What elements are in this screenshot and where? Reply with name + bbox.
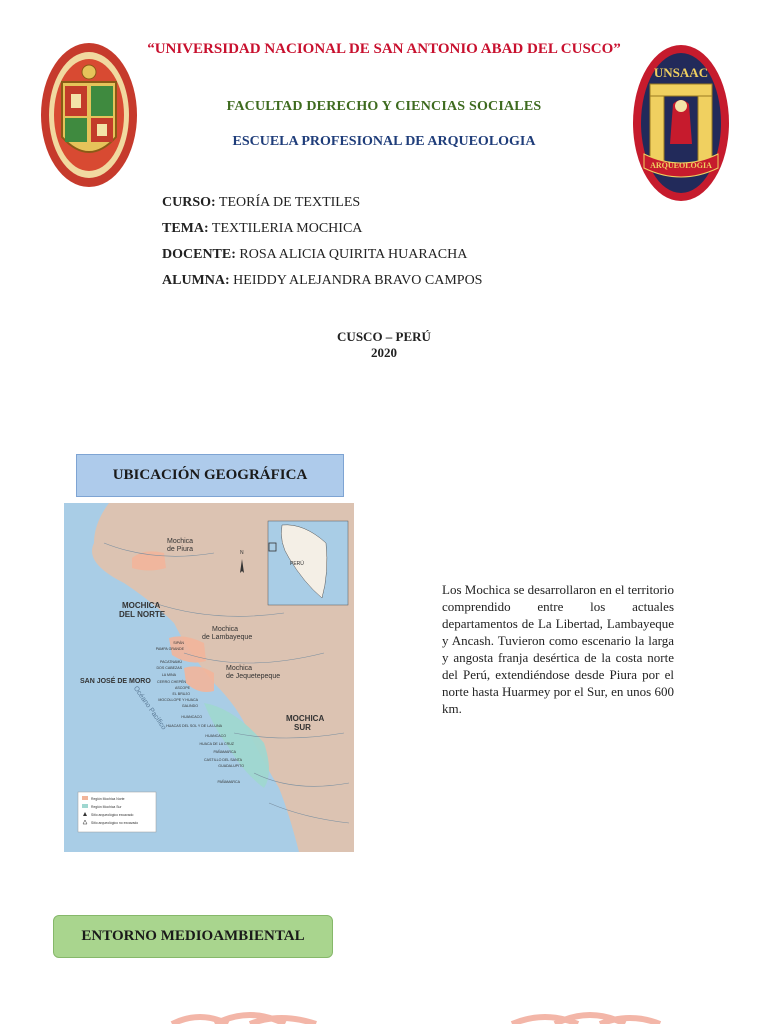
site-label: DOS CABEZAS — [156, 666, 182, 670]
unsaac-logo-text: UNSAAC — [653, 65, 709, 80]
site-label: HUANCACO — [205, 734, 226, 738]
university-name: “UNIVERSIDAD NACIONAL DE SAN ANTONIO ABAD DEL CUSCO” — [147, 41, 621, 57]
ocean-label: Océano Pacífico — [131, 685, 168, 732]
environment-section-title: ENTORNO MEDIOAMBIENTAL — [53, 915, 333, 958]
topic-line — [162, 221, 362, 237]
teacher-label: DOCENTE: — [162, 247, 236, 262]
course-value: TEORÍA DE TEXTILES — [215, 195, 361, 210]
legend-item: Sitio arqueológico excavado — [91, 813, 134, 817]
site-label: HUANCACO — [181, 715, 202, 719]
site-label: PAÑAMARCA — [213, 750, 236, 754]
piura-label-2: de Piura — [167, 546, 194, 553]
place-date — [0, 329, 768, 361]
lambayeque-label-1: Mochica — [212, 626, 239, 633]
legend-item: Región Mochica Sur — [91, 805, 122, 809]
legend-item: Sitio arqueológico no excavado — [91, 821, 139, 825]
legend-item: Región Mochica Norte — [91, 797, 125, 801]
location-section-title: UBICACIÓN GEOGRÁFICA — [76, 454, 344, 497]
site-label: CERRO CHEPÉN — [157, 680, 186, 684]
site-label: ASCOPE — [175, 686, 190, 690]
site-label: LA MINA — [161, 673, 176, 677]
site-label: HUACA DE LA CRUZ — [199, 742, 234, 746]
student-line — [162, 273, 482, 289]
norte-label-1: MOCHICA — [122, 601, 161, 610]
site-label: HUACAS DEL SOL Y DE LA LUNA — [166, 724, 222, 728]
site-label: GUADALUPITO — [218, 764, 244, 768]
faculty-name: FACULTAD DERECHO Y CIENCIAS SOCIALES — [226, 99, 542, 114]
inset-label: PERÚ — [290, 561, 304, 567]
sur-label-1: MOCHICA — [286, 714, 325, 723]
teacher-line — [162, 247, 467, 263]
teacher-value: ROSA ALICIA QUIRITA HUARACHA — [235, 247, 468, 262]
site-label: PAÑAMARCA — [217, 780, 240, 784]
mochica-region-map — [64, 503, 354, 852]
site-label: CASTILLO DEL SANTA — [204, 758, 242, 762]
sur-label-2: SUR — [294, 723, 311, 732]
site-label: MOCOLLOPE Y HUACA — [158, 698, 198, 702]
year: 2020 — [371, 345, 397, 360]
school-name: ESCUELA PROFESIONAL DE ARQUEOLOGIA — [232, 134, 536, 149]
unsaac-archaeology-logo — [632, 44, 730, 202]
logo-banner-text: ARQUEOLOGIA — [650, 161, 712, 170]
jequetepeque-label-2: de Jequetepeque — [226, 673, 281, 680]
lambayeque-label-2: de Lambayeque — [202, 634, 253, 641]
topic-value: TEXTILERIA MOCHICA — [208, 221, 363, 236]
site-label: GALINDO — [181, 704, 198, 708]
course-label: CURSO: — [162, 195, 216, 210]
site-label: PACATNAMÚ — [159, 660, 182, 664]
site-label: PAMPA GRANDE — [155, 647, 184, 651]
norte-label-2: DEL NORTE — [119, 610, 166, 619]
course-line — [162, 195, 360, 211]
location-description: Los Mochica se desarrollaron en el territorio comprendido entre los actuales departamentos de La Libertad, Lambayeque y Ancash. Tuvieron como escenario la larga y angosta franja desértica de la costa norte del Perú, extendiéndose desde Piura por el norte hasta Huarmey por el Sur, en unos 600 km. — [442, 582, 674, 716]
decorative-border-arcs — [0, 1008, 768, 1024]
site-label: EL BRUJO — [172, 692, 190, 696]
university-crest-logo — [40, 42, 138, 188]
student-value: HEIDDY ALEJANDRA BRAVO CAMPOS — [229, 273, 483, 288]
student-label: ALUMNA: — [162, 273, 230, 288]
jequetepeque-label-1: Mochica — [226, 665, 253, 672]
site-label: SIPÁN — [173, 641, 184, 645]
north-arrow-label: N — [240, 550, 244, 556]
place: CUSCO – PERÚ — [337, 329, 431, 344]
topic-label: TEMA: — [162, 221, 209, 236]
san-jose-label: SAN JOSÉ DE MORO — [80, 678, 151, 685]
piura-label-1: Mochica — [167, 538, 194, 545]
